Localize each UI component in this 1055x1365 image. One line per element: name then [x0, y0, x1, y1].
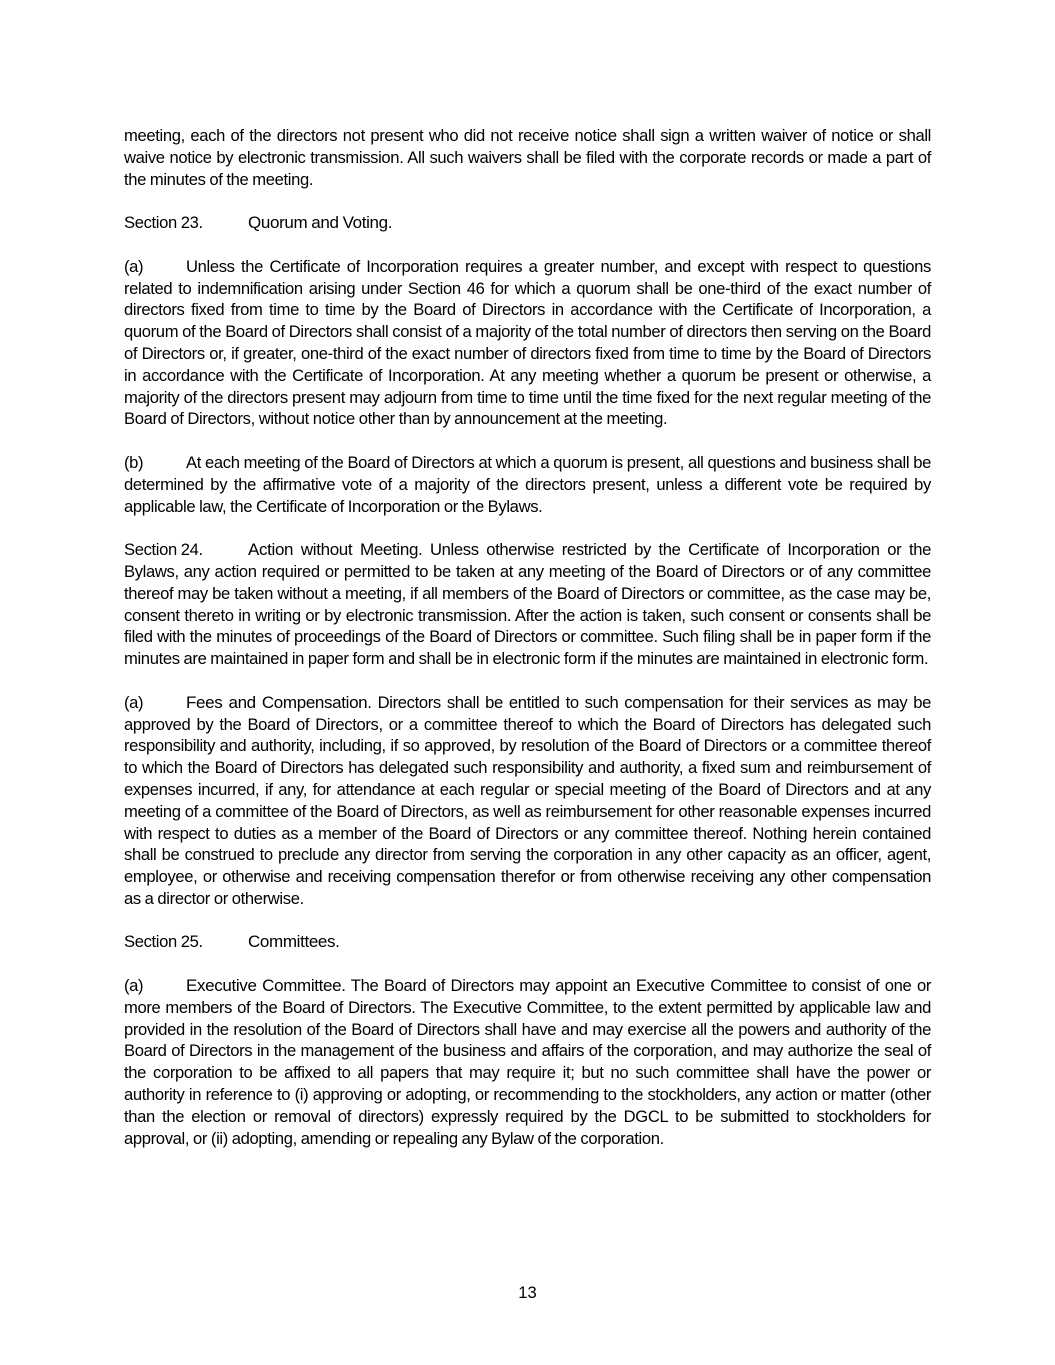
- clause-text: At each meeting of the Board of Directors at which a quorum is present, all questions and business shall be determined by the affirmative vote of a majority of the directors present, unless a different vote be required by applicable law, the Certificate of Incorporation or the Bylaws.: [124, 452, 931, 516]
- section-title: Committees.: [248, 932, 340, 952]
- clause-label: (a): [124, 692, 144, 712]
- clause-text: Directors shall be entitled to such compensation for their services as may be approved by the Board of Directors, or a committee thereof to which the Board of Directors has delegated such responsibility and authority, including, if so approved, by resolution of the Board of Directors or a committee thereof to which the Board of Directors has delegated such responsibility and authority, a fixed sum and reimbursement of expenses incurred, if any, for attendance at each regular or special meeting of the Board of Directors and at any meeting of a committee of the Board of Directors, as well as reimbursement for other reasonable expenses incurred with respect to duties as a member of the Board of Directors or any committee thereof. Nothing herein contained shall be construed to preclude any director from serving the corporation in any other capacity as an officer, agent, employee, or otherwise and receiving compensation therefor or from otherwise receiving any other compensation as a director or otherwise.: [124, 692, 932, 908]
- page-number: 13: [518, 1283, 537, 1302]
- document-page: [124, 125, 931, 1149]
- section-title: Quorum and Voting.: [248, 213, 393, 233]
- section-number: Section 23.: [124, 213, 203, 233]
- section-25-heading: [124, 931, 931, 953]
- section-23-b: [124, 452, 931, 517]
- clause-title: Executive Committee.: [186, 976, 346, 996]
- clause-text: The Board of Directors may appoint an Executive Committee to consist of one or more members of the Board of Directors. The Executive Committee, to the extent permitted by applicable law and provided in the resolution of the Board of Directors shall have and may exercise all the powers and authority of the Board of Directors in the management of the business and affairs of the corporation, and may authorize the seal of the corporation to be affixed to all papers that may require it; but no such committee shall have the power or authority in reference to (i) approving or adopting, or recommending to the stockholders, any action or matter (other than the election or removal of directors) expressly required by the DGCL to be submitted to stockholders for approval, or (ii) adopting, amending or repealing any Bylaw of the corporation.: [124, 976, 931, 1148]
- section-24-a: [124, 692, 931, 910]
- section-number: Section 25.: [124, 932, 203, 952]
- section-number: Section 24.: [124, 540, 203, 560]
- clause-label: (a): [124, 256, 144, 276]
- section-23-a: [124, 256, 931, 430]
- clause-title: Fees and Compensation.: [186, 692, 372, 712]
- section-text: Unless otherwise restricted by the Certificate of Incorporation or the Bylaws, any action required or permitted to be taken at any meeting of the Board of Directors or of any committee thereof may be taken without a meeting, if all members of the Board of Directors or committee, as the case may be, consent thereto in writing or by electronic transmission. After the action is taken, such consent or consents shall be filed with the minutes of proceedings of the Board of Directors or committee. Such filing shall be in paper form if the minutes are maintained in paper form and shall be in electronic form if the minutes are maintained in electronic form.: [124, 540, 931, 669]
- clause-label: (b): [124, 452, 144, 472]
- section-25-a: [124, 975, 931, 1149]
- section-title: Action without Meeting.: [248, 540, 423, 560]
- clause-text: Unless the Certificate of Incorporation requires a greater number, and except with respect to questions related to indemnification arising under Section 46 for which a quorum shall be one-third of the exact number of directors fixed from time to time by the Board of Directors in accordance with the Certificate of Incorporation, a quorum of the Board of Directors shall consist of a majority of the total number of directors then serving on the Board of Directors or, if greater, one-third of the exact number of directors fixed from time to time by the Board of Directors in accordance with the Certificate of Incorporation. At any meeting whether a quorum be present or otherwise, a majority of the directors present may adjourn from time to time until the time fixed for the next regular meeting of the Board of Directors, without notice other than by announcement at the meeting.: [124, 256, 931, 429]
- section-23-heading: [124, 212, 931, 234]
- clause-label: (a): [124, 976, 144, 996]
- paragraph-continuation: meeting, each of the directors not present who did not receive notice shall sign a written waiver of notice or shall waive notice by electronic transmission. All such waivers shall be filed with the corporate records or made a part of the minutes of the meeting.: [124, 126, 931, 189]
- section-24: [124, 539, 931, 670]
